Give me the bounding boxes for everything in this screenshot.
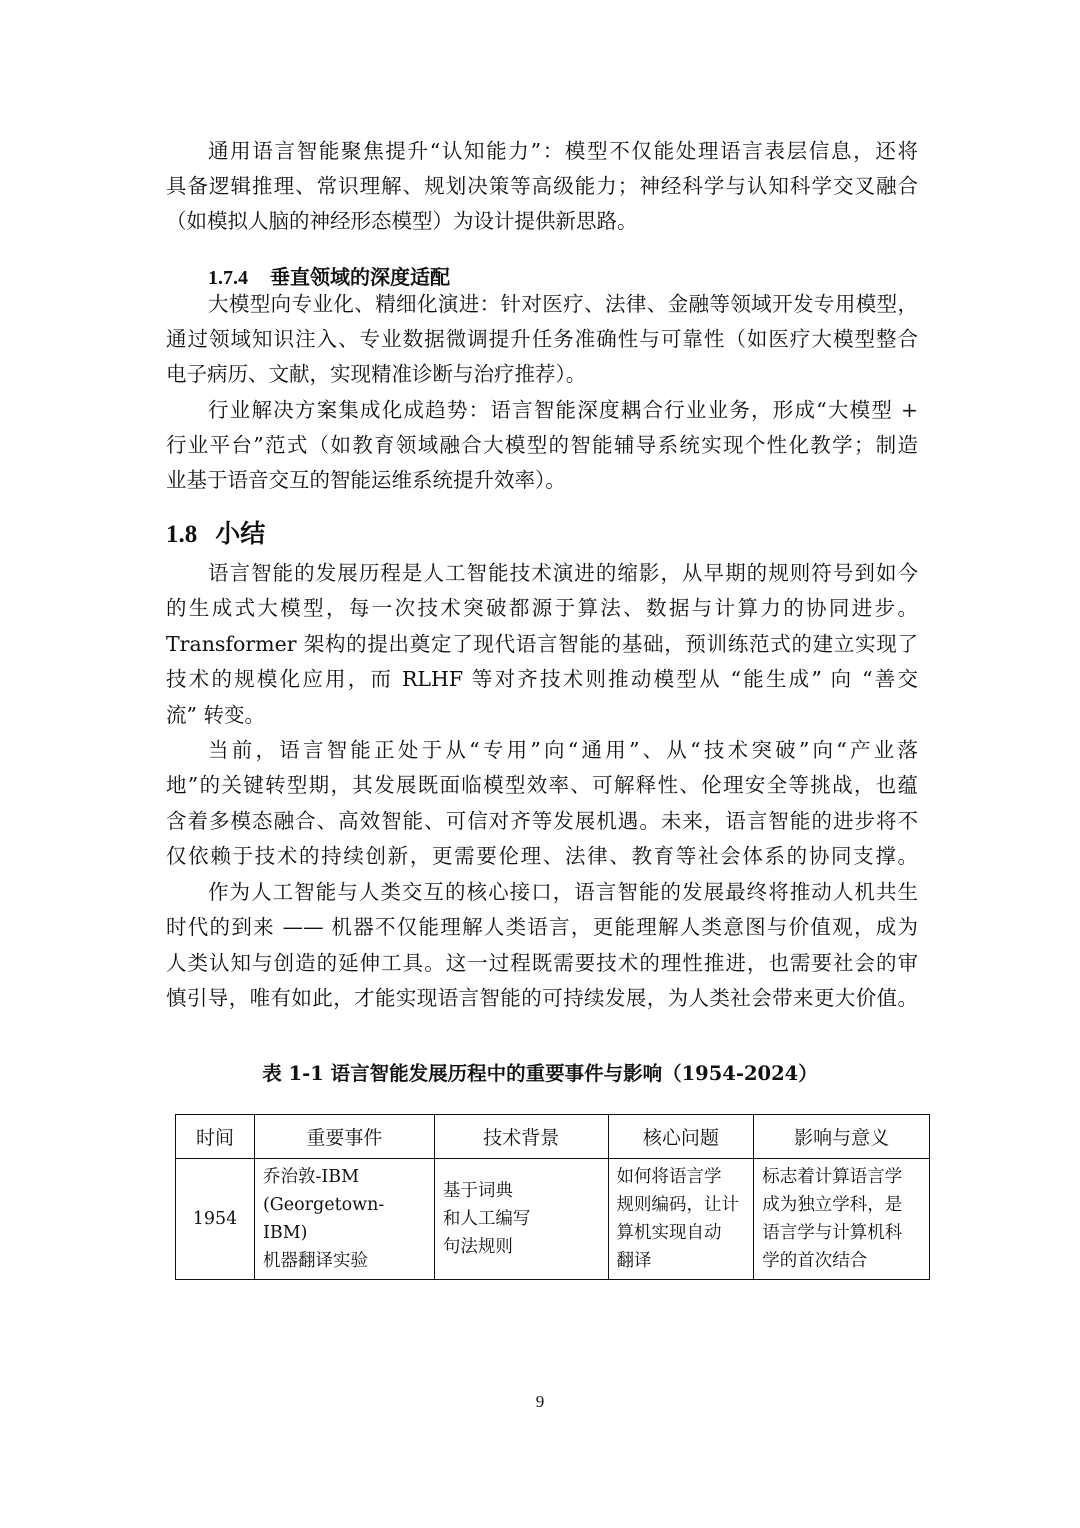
cell-line: 乔治敦-IBM [262, 1167, 360, 1187]
section-title: 小结 [215, 519, 266, 548]
paragraph-5-line-3: 含着多模态融合、高效智能、可信对齐等发展机遇。未来，语言智能的进步将不 [166, 809, 918, 833]
paragraph-3-line-1: 行业解决方案集成化成趋势：语言智能深度耦合行业业务，形成“大模型 + [208, 398, 918, 422]
paragraph-2-line-2: 通过领域知识注入、专业数据微调提升任务准确性与可靠性（如医疗大模型整合 [166, 327, 918, 351]
cell-line: 机器翻译实验 [262, 1251, 368, 1271]
cell-line: 成为独立学科，是 [762, 1195, 903, 1215]
column-header-impact: 影响与意义 [754, 1115, 930, 1159]
page-number: 9 [535, 1392, 545, 1411]
section-title: 垂直领域的深度适配 [270, 265, 450, 289]
cell-line: 如何将语言学 [616, 1167, 722, 1187]
paragraph-4-line-3: Transformer 架构的提出奠定了现代语言智能的基础，预训练范式的建立实现了 [166, 632, 918, 656]
table-row [176, 1159, 930, 1280]
cell-line: 标志着计算语言学 [762, 1167, 903, 1187]
section-number: 1.8 [166, 521, 198, 548]
paragraph-3-line-2: 行业平台”范式（如教育领域融合大模型的智能辅导系统实现个性化教学；制造 [166, 433, 918, 457]
cell-line: 翻译 [616, 1251, 652, 1271]
paragraph-6-line-1: 作为人工智能与人类交互的核心接口，语言智能的发展最终将推动人机共生 [208, 880, 918, 904]
paragraph-5-line-1: 当前，语言智能正处于从“专用”向“通用”、从“技术突破”向“产业落 [208, 738, 918, 762]
cell-line: 基于词典 [442, 1181, 513, 1201]
table-header-row [176, 1115, 930, 1159]
paragraph-2-line-3: 电子病历、文献，实现精准诊断与治疗推荐）。 [166, 362, 587, 386]
events-table [175, 1114, 930, 1280]
cell-line: 学的首次结合 [762, 1251, 868, 1271]
table-caption: 表 1-1 语言智能发展历程中的重要事件与影响（1954-2024） [262, 1062, 818, 1085]
cell-time: 1954 [176, 1159, 255, 1280]
cell-line: 算机实现自动 [616, 1223, 722, 1243]
paragraph-6-line-4: 慎引导，唯有如此，才能实现语言智能的可持续发展，为人类社会带来更大价值。 [166, 986, 918, 1010]
column-header-background: 技术背景 [434, 1115, 608, 1159]
cell-background [434, 1159, 608, 1280]
cell-line: (Georgetown-IBM) [262, 1195, 385, 1243]
section-number: 1.7.4 [208, 267, 248, 289]
paragraph-4-line-4: 技术的规模化应用，而 RLHF 等对齐技术则推动模型从 “能生成” 向 “善交 [166, 667, 918, 691]
cell-line: 规则编码，让计 [616, 1195, 739, 1215]
paragraph-4-line-5: 流” 转变。 [166, 703, 265, 727]
paragraph-2-line-1: 大模型向专业化、精细化演进：针对医疗、法律、金融等领域开发专用模型， [208, 292, 918, 316]
paragraph-6-line-2: 时代的到来 —— 机器不仅能理解人类语言，更能理解人类意图与价值观，成为 [166, 915, 918, 939]
cell-impact [754, 1159, 930, 1280]
paragraph-6-line-3: 人类认知与创造的延伸工具。这一过程既需要技术的理性推进，也需要社会的审 [166, 951, 918, 975]
paragraph-4-line-1: 语言智能的发展历程是人工智能技术演进的缩影，从早期的规则符号到如今 [208, 561, 918, 585]
paragraph-3-line-3: 业基于语音交互的智能运维系统提升效率）。 [166, 468, 566, 492]
cell-event [254, 1159, 434, 1280]
section-heading-1-7-4 [208, 261, 450, 290]
paragraph-4-line-2: 的生成式大模型，每一次技术突破都源于算法、数据与计算力的协同进步。 [166, 596, 918, 620]
column-header-time: 时间 [176, 1115, 255, 1159]
paragraph-5-line-2: 地”的关键转型期，其发展既面临模型效率、可解释性、伦理安全等挑战，也蕴 [166, 773, 918, 797]
paragraph-1-line-2: 具备逻辑推理、常识理解、规划决策等高级能力；神经科学与认知科学交叉融合 [166, 174, 918, 198]
paragraph-5-line-4: 仅依赖于技术的持续创新，更需要伦理、法律、教育等社会体系的协同支撑。 [166, 844, 918, 868]
column-header-event: 重要事件 [254, 1115, 434, 1159]
column-header-problem: 核心问题 [608, 1115, 754, 1159]
cell-line: 句法规则 [442, 1237, 513, 1257]
paragraph-1-line-3: （如模拟人脑的神经形态模型）为设计提供新思路。 [166, 209, 638, 233]
paragraph-1-line-1: 通用语言智能聚焦提升“认知能力”：模型不仅能处理语言表层信息，还将 [208, 139, 918, 163]
cell-problem [608, 1159, 754, 1280]
cell-line: 和人工编写 [442, 1209, 531, 1229]
cell-line: 语言学与计算机科 [762, 1223, 903, 1243]
section-heading-1-8 [166, 514, 265, 550]
